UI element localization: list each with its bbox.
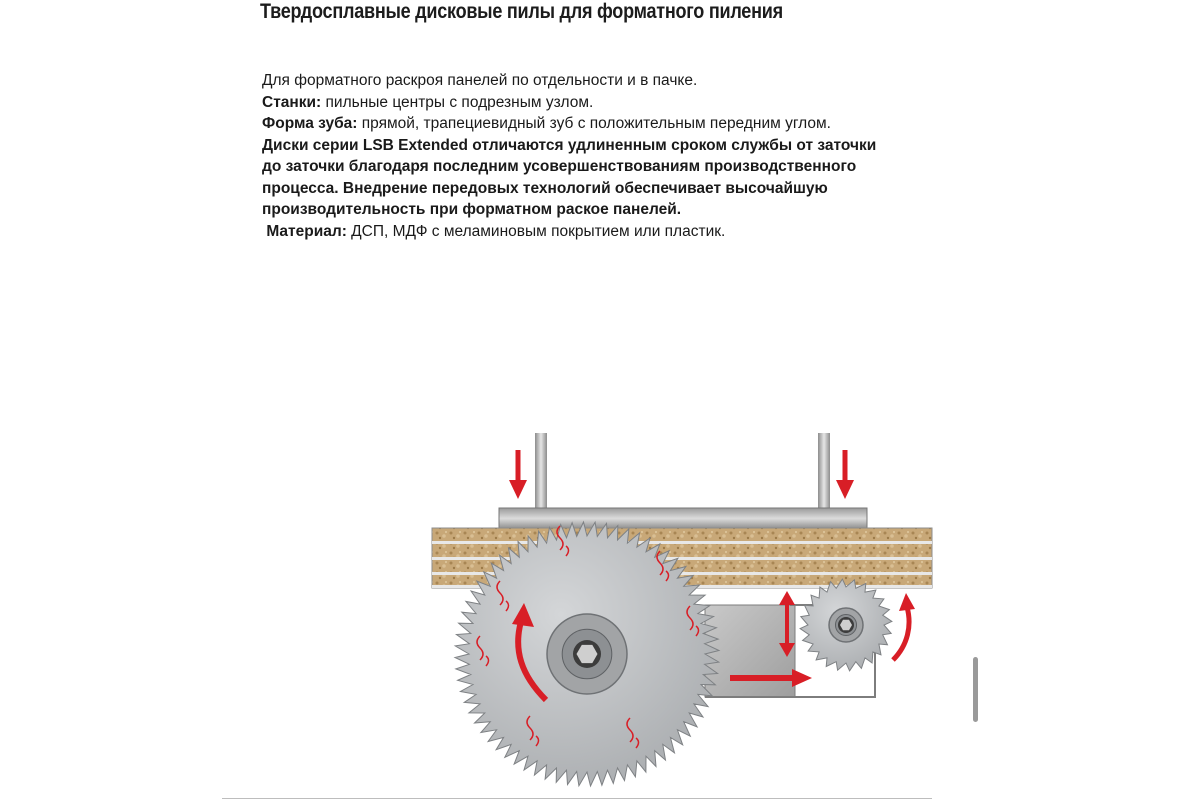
- page-title: Твердосплавные дисковые пилы для форматного пиления: [260, 0, 783, 23]
- press-arrow-right: [836, 450, 854, 499]
- lsb-line-4: производительность при форматном раское панелей.: [262, 201, 682, 218]
- lsb-line-1: Диски серии LSB Extended отличаются удлиненным сроком службы от заточки: [262, 136, 877, 154]
- rotation-arrow-scoring: [893, 593, 915, 660]
- scoring-saw-blade: [800, 579, 892, 671]
- machines-text: пильные центры с подрезным узлом.: [321, 93, 594, 111]
- scrollbar-thumb[interactable]: [973, 657, 978, 722]
- material-label: Материал:: [266, 222, 347, 240]
- press-rod-right: [818, 433, 830, 510]
- press-arrow-left: [509, 450, 527, 499]
- bottom-divider: [222, 798, 932, 799]
- lsb-line-2: до заточки благодаря последним усовершенствованиям производственного: [262, 158, 857, 175]
- machines-label: Станки:: [262, 93, 322, 111]
- material-text: ДСП, МДФ с меламиновым покрытием или пластик.: [346, 222, 726, 240]
- lsb-line-3: процесса. Внедрение передовых технологий обеспечивает высочайшую: [262, 179, 828, 197]
- tooth-label: Форма зуба:: [262, 115, 358, 132]
- press-rod-left: [535, 433, 547, 510]
- pressure-beam: [499, 508, 867, 529]
- intro-line: Для форматного раскроя панелей по отдельности и в пачке.: [262, 72, 698, 89]
- tooth-text: прямой, трапециевидный зуб с положительным передним углом.: [357, 115, 831, 132]
